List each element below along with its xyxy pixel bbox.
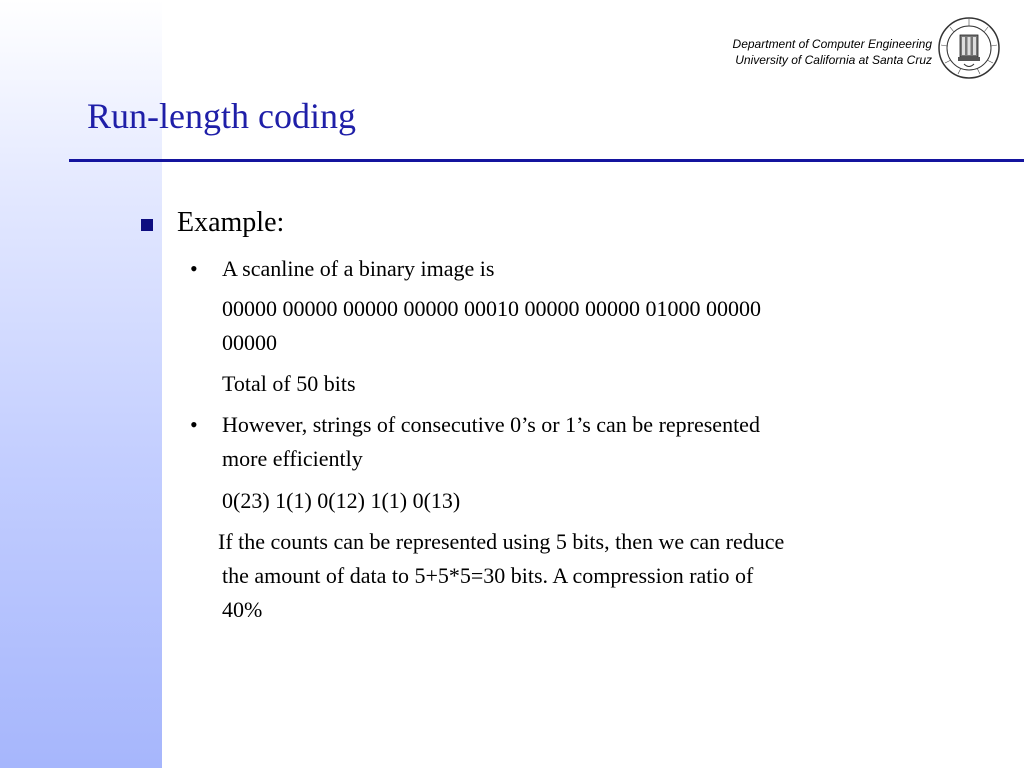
bullet-efficiency-line2: more efficiently: [222, 446, 363, 471]
example-label: Example:: [177, 207, 285, 238]
total-bits: Total of 50 bits: [222, 371, 356, 396]
conclusion-line1: If the counts can be represented using 5 bits, then we can reduce: [218, 529, 785, 554]
bullet-scanline: A scanline of a binary image is: [222, 256, 495, 281]
run-length-encoding: 0(23) 1(1) 0(12) 1(1) 0(13): [222, 488, 461, 513]
square-bullet-icon: [141, 219, 153, 231]
conclusion-line3: 40%: [222, 597, 263, 622]
slide-title: Run-length coding: [87, 96, 356, 136]
dot-bullet-icon: •: [190, 256, 198, 281]
bullet-efficiency-line1: However, strings of consecutive 0’s or 1’s can be represented: [222, 412, 760, 437]
bit-string-line2: 00000: [222, 330, 277, 355]
dot-bullet-icon: •: [190, 412, 198, 437]
university-name: University of California at Santa Cruz: [735, 53, 932, 67]
conclusion-line2: the amount of data to 5+5*5=30 bits. A compression ratio of: [222, 563, 754, 588]
bit-string-line1: 00000 00000 00000 00000 00010 00000 00000 01000 00000: [222, 296, 761, 321]
department-name: Department of Computer Engineering: [732, 37, 932, 51]
